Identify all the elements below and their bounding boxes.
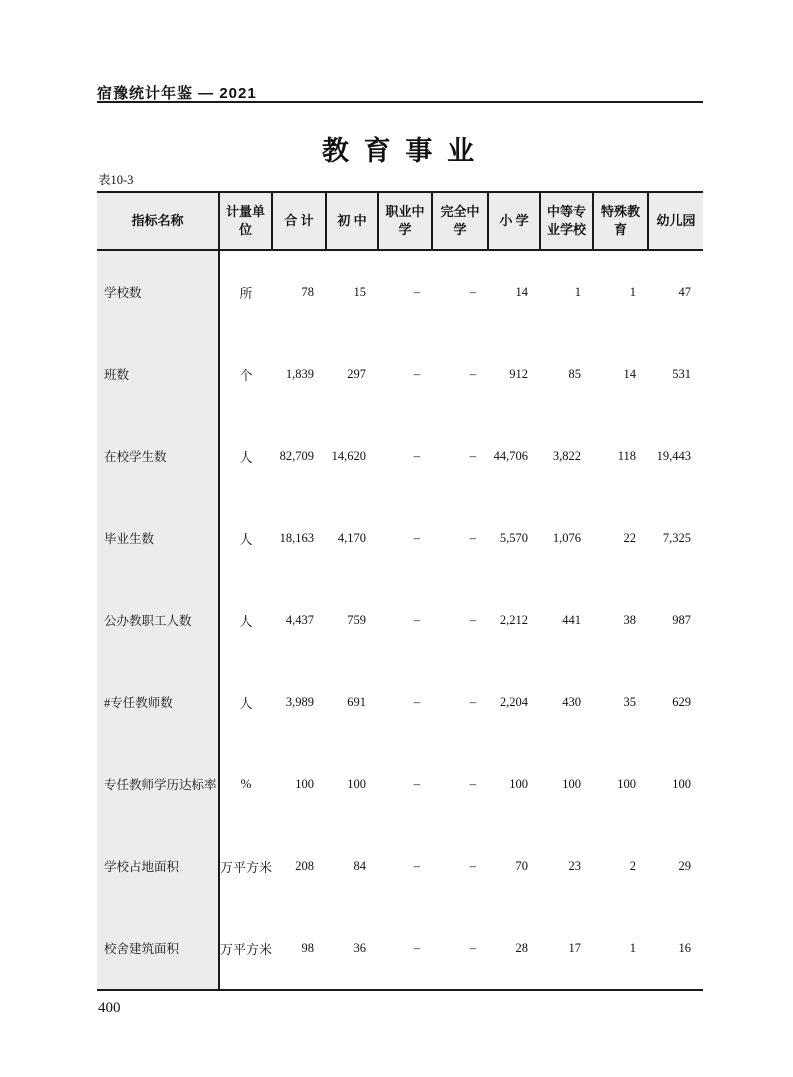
education-statistics-table [97,191,703,991]
value-cell: 629 [648,661,703,743]
unit-cell: 万平方米 [219,907,272,990]
yearbook-header: 宿豫统计年鉴 — 2021 [97,85,257,102]
value-cell: 987 [648,579,703,661]
value-cell: 2,212 [488,579,540,661]
indicator-cell: 在校学生数 [97,415,219,497]
value-cell: – [378,907,432,990]
value-cell: 100 [326,743,378,825]
value-cell: 5,570 [488,497,540,579]
value-cell: 430 [540,661,593,743]
column-header-special-education: 特殊教育 [593,192,648,250]
page-number: 400 [98,1000,121,1016]
unit-cell: 个 [219,333,272,415]
column-header-complete-middle: 完全中学 [432,192,488,250]
value-cell: – [432,497,488,579]
column-header-junior-middle: 初 中 [326,192,378,250]
value-cell: 47 [648,250,703,333]
value-cell: 23 [540,825,593,907]
value-cell: 4,437 [272,579,326,661]
value-cell: – [432,333,488,415]
table-row [97,825,703,907]
unit-cell: 人 [219,415,272,497]
value-cell: 16 [648,907,703,990]
value-cell: 441 [540,579,593,661]
value-cell: – [432,825,488,907]
value-cell: 18,163 [272,497,326,579]
column-header-kindergarten: 幼儿园 [648,192,703,250]
value-cell: – [432,250,488,333]
value-cell: 7,325 [648,497,703,579]
value-cell: – [432,415,488,497]
indicator-cell: 公办教职工人数 [97,579,219,661]
column-header-vocational-middle: 职业中学 [378,192,432,250]
value-cell: 85 [540,333,593,415]
unit-cell: 人 [219,497,272,579]
value-cell: – [378,497,432,579]
value-cell: – [432,579,488,661]
indicator-cell: 学校数 [97,250,219,333]
indicator-cell: #专任教师数 [97,661,219,743]
unit-cell: 人 [219,661,272,743]
value-cell: 14,620 [326,415,378,497]
unit-cell: 万平方米 [219,825,272,907]
value-cell: – [378,250,432,333]
value-cell: – [378,825,432,907]
column-header-total: 合 计 [272,192,326,250]
page-title: 教 育 事 业 [321,136,479,166]
table-row [97,333,703,415]
table-row [97,661,703,743]
table-row [97,743,703,825]
value-cell: 759 [326,579,378,661]
value-cell: – [432,907,488,990]
value-cell: 28 [488,907,540,990]
value-cell: 1 [540,250,593,333]
column-header-unit: 计量单位 [219,192,272,250]
value-cell: 297 [326,333,378,415]
value-cell: 38 [593,579,648,661]
column-header-indicator: 指标名称 [97,192,219,250]
table-row [97,579,703,661]
value-cell: 29 [648,825,703,907]
value-cell: 17 [540,907,593,990]
value-cell: 912 [488,333,540,415]
value-cell: 2 [593,825,648,907]
table-row [97,415,703,497]
unit-cell: 所 [219,250,272,333]
value-cell: 100 [648,743,703,825]
indicator-cell: 学校占地面积 [97,825,219,907]
indicator-cell: 班数 [97,333,219,415]
value-cell: 36 [326,907,378,990]
value-cell: 82,709 [272,415,326,497]
table-header [97,192,703,250]
unit-cell: % [219,743,272,825]
indicator-cell: 毕业生数 [97,497,219,579]
table-body [97,250,703,990]
column-header-primary: 小 学 [488,192,540,250]
value-cell: – [378,333,432,415]
table-number-label: 表10-3 [98,173,134,187]
value-cell: 1,076 [540,497,593,579]
value-cell: 531 [648,333,703,415]
unit-cell: 人 [219,579,272,661]
value-cell: 100 [272,743,326,825]
value-cell: 14 [593,333,648,415]
indicator-cell: 校舍建筑面积 [97,907,219,990]
value-cell: – [432,743,488,825]
value-cell: 3,989 [272,661,326,743]
header-rule [97,101,703,103]
value-cell: – [378,743,432,825]
value-cell: – [432,661,488,743]
value-cell: 691 [326,661,378,743]
header-row [97,192,703,250]
value-cell: 100 [488,743,540,825]
value-cell: 84 [326,825,378,907]
value-cell: 3,822 [540,415,593,497]
value-cell: 14 [488,250,540,333]
value-cell: 1 [593,907,648,990]
value-cell: 19,443 [648,415,703,497]
column-header-secondary-specialized: 中等专业学校 [540,192,593,250]
table-row [97,907,703,990]
value-cell: 22 [593,497,648,579]
value-cell: 100 [593,743,648,825]
statistics-table-wrapper [97,191,703,991]
value-cell: 2,204 [488,661,540,743]
value-cell: 100 [540,743,593,825]
value-cell: 15 [326,250,378,333]
value-cell: 1,839 [272,333,326,415]
value-cell: 4,170 [326,497,378,579]
value-cell: 35 [593,661,648,743]
value-cell: 78 [272,250,326,333]
value-cell: 70 [488,825,540,907]
value-cell: 1 [593,250,648,333]
table-row [97,497,703,579]
indicator-cell: 专任教师学历达标率 [97,743,219,825]
value-cell: 44,706 [488,415,540,497]
value-cell: 208 [272,825,326,907]
value-cell: – [378,661,432,743]
value-cell: – [378,579,432,661]
value-cell: 98 [272,907,326,990]
table-row [97,250,703,333]
value-cell: – [378,415,432,497]
value-cell: 118 [593,415,648,497]
